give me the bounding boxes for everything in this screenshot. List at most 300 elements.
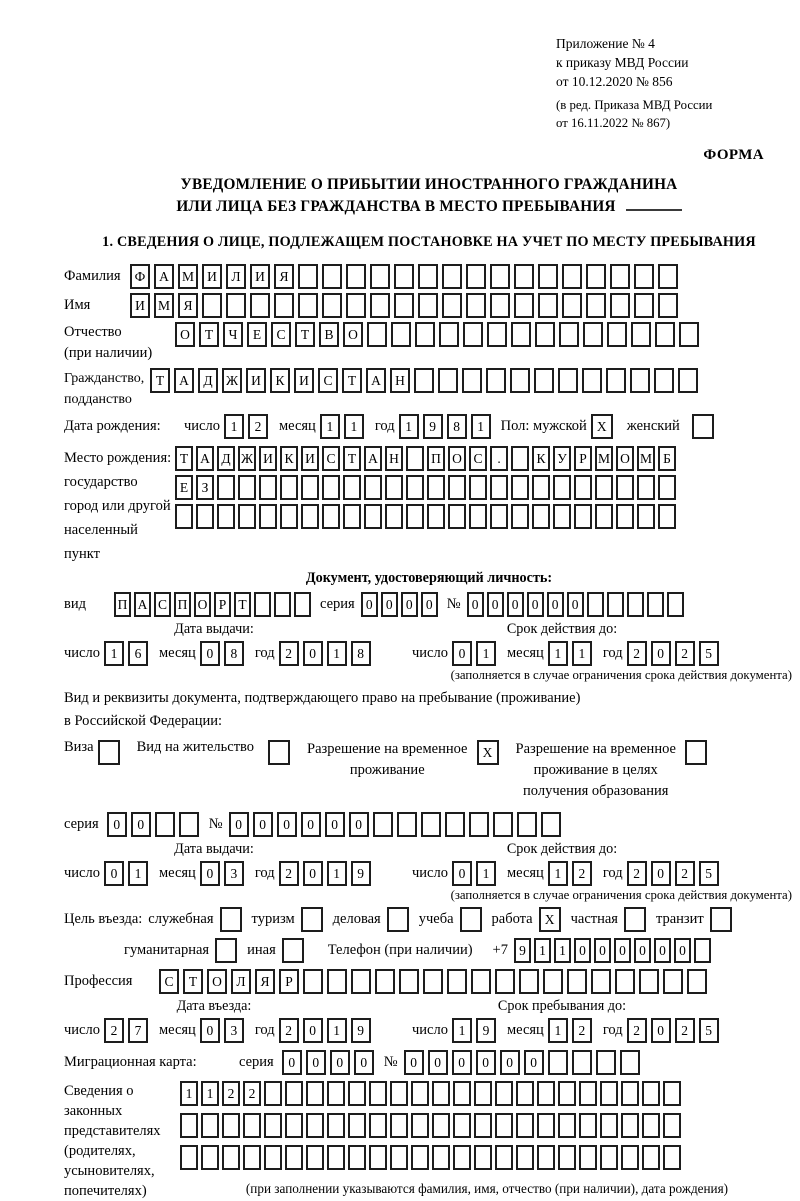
doc-issue-day-box[interactable]: 1	[104, 641, 124, 666]
doc-series-box[interactable]: 0	[361, 592, 378, 617]
doc-number-box[interactable]: 0	[467, 592, 484, 617]
representative-char-box[interactable]	[327, 1081, 345, 1106]
patronymic-char-box[interactable]	[607, 322, 627, 347]
given-name-char-box[interactable]	[538, 293, 558, 318]
birth-place-char-box[interactable]	[280, 475, 298, 500]
migration-number-box[interactable]: 0	[500, 1050, 520, 1075]
doc-number-box[interactable]: 0	[527, 592, 544, 617]
birth-place-char-box[interactable]: М	[595, 446, 613, 471]
given-name-char-box[interactable]	[562, 293, 582, 318]
birth-year-box[interactable]: 9	[423, 414, 443, 439]
patronymic-char-box[interactable]: Т	[199, 322, 219, 347]
birth-place-char-box[interactable]	[532, 475, 550, 500]
permit-issue-year-box[interactable]: 9	[351, 861, 371, 886]
patronymic-char-box[interactable]	[463, 322, 483, 347]
citizenship-char-box[interactable]: Н	[390, 368, 410, 393]
birth-place-char-box[interactable]	[490, 504, 508, 529]
representative-char-box[interactable]	[516, 1081, 534, 1106]
birth-place-char-box[interactable]	[406, 475, 424, 500]
profession-char-box[interactable]	[543, 969, 563, 994]
profession-char-box[interactable]	[591, 969, 611, 994]
purpose-transit-checkbox[interactable]	[710, 907, 732, 932]
birth-place-char-box[interactable]	[406, 446, 424, 471]
representative-char-box[interactable]	[285, 1145, 303, 1170]
given-name-char-box[interactable]	[226, 293, 246, 318]
representative-char-box[interactable]	[474, 1081, 492, 1106]
stay-month-box[interactable]: 2	[572, 1018, 592, 1043]
patronymic-char-box[interactable]	[583, 322, 603, 347]
birth-place-char-box[interactable]	[490, 475, 508, 500]
representative-char-box[interactable]	[432, 1081, 450, 1106]
surname-char-box[interactable]	[634, 264, 654, 289]
representative-char-box[interactable]	[264, 1081, 282, 1106]
birth-year-box[interactable]: 1	[471, 414, 491, 439]
migration-number-box[interactable]: 0	[476, 1050, 496, 1075]
birth-place-char-box[interactable]: З	[196, 475, 214, 500]
doc-valid-year-box[interactable]: 2	[675, 641, 695, 666]
representative-char-box[interactable]	[348, 1081, 366, 1106]
stay-day-box[interactable]: 1	[452, 1018, 472, 1043]
given-name-char-box[interactable]	[658, 293, 678, 318]
representative-char-box[interactable]	[390, 1113, 408, 1138]
birth-place-char-box[interactable]	[637, 475, 655, 500]
doc-kind-char-box[interactable]	[274, 592, 291, 617]
purpose-study-checkbox[interactable]	[460, 907, 482, 932]
representative-char-box[interactable]	[495, 1113, 513, 1138]
birth-place-char-box[interactable]: С	[322, 446, 340, 471]
phone-digit-box[interactable]: 9	[514, 938, 531, 963]
representative-char-box[interactable]	[537, 1145, 555, 1170]
doc-valid-year-box[interactable]: 0	[651, 641, 671, 666]
doc-valid-day-box[interactable]: 0	[452, 641, 472, 666]
patronymic-char-box[interactable]: О	[343, 322, 363, 347]
citizenship-char-box[interactable]	[414, 368, 434, 393]
doc-kind-char-box[interactable]	[294, 592, 311, 617]
temp-residence-checkbox[interactable]: X	[477, 740, 499, 765]
birth-place-char-box[interactable]	[343, 504, 361, 529]
doc-kind-char-box[interactable]: Т	[234, 592, 251, 617]
profession-char-box[interactable]	[519, 969, 539, 994]
migration-series-box[interactable]: 0	[306, 1050, 326, 1075]
migration-series-box[interactable]: 0	[354, 1050, 374, 1075]
representative-char-box[interactable]	[516, 1113, 534, 1138]
citizenship-char-box[interactable]	[510, 368, 530, 393]
entry-year-box[interactable]: 2	[279, 1018, 299, 1043]
doc-series-box[interactable]: 0	[401, 592, 418, 617]
birth-place-char-box[interactable]	[469, 504, 487, 529]
representative-char-box[interactable]	[516, 1145, 534, 1170]
representative-char-box[interactable]	[180, 1113, 198, 1138]
birth-place-char-box[interactable]: О	[448, 446, 466, 471]
given-name-char-box[interactable]	[442, 293, 462, 318]
migration-series-box[interactable]: 0	[330, 1050, 350, 1075]
birth-place-char-box[interactable]	[511, 475, 529, 500]
citizenship-char-box[interactable]: И	[294, 368, 314, 393]
permit-valid-month-box[interactable]: 1	[548, 861, 568, 886]
doc-issue-year-box[interactable]: 0	[303, 641, 323, 666]
permit-issue-day-box[interactable]: 0	[104, 861, 124, 886]
birth-place-char-box[interactable]	[322, 504, 340, 529]
representative-char-box[interactable]	[348, 1113, 366, 1138]
representative-char-box[interactable]: 1	[201, 1081, 219, 1106]
birth-place-char-box[interactable]	[595, 504, 613, 529]
phone-digit-box[interactable]: 0	[634, 938, 651, 963]
representative-char-box[interactable]	[621, 1113, 639, 1138]
given-name-char-box[interactable]	[202, 293, 222, 318]
profession-char-box[interactable]	[471, 969, 491, 994]
citizenship-char-box[interactable]: А	[174, 368, 194, 393]
surname-char-box[interactable]	[658, 264, 678, 289]
representative-char-box[interactable]	[642, 1113, 660, 1138]
citizenship-char-box[interactable]	[486, 368, 506, 393]
doc-number-box[interactable]: 0	[567, 592, 584, 617]
birth-place-char-box[interactable]: И	[259, 446, 277, 471]
sex-female-checkbox[interactable]	[692, 414, 714, 439]
patronymic-char-box[interactable]	[679, 322, 699, 347]
doc-number-box[interactable]	[647, 592, 664, 617]
given-name-char-box[interactable]	[514, 293, 534, 318]
permit-valid-year-box[interactable]: 0	[651, 861, 671, 886]
given-name-char-box[interactable]	[634, 293, 654, 318]
given-name-char-box[interactable]	[298, 293, 318, 318]
representative-char-box[interactable]	[222, 1113, 240, 1138]
entry-day-box[interactable]: 2	[104, 1018, 124, 1043]
profession-char-box[interactable]	[351, 969, 371, 994]
representative-char-box[interactable]	[579, 1145, 597, 1170]
citizenship-char-box[interactable]	[678, 368, 698, 393]
citizenship-char-box[interactable]	[558, 368, 578, 393]
birth-place-char-box[interactable]: Р	[574, 446, 592, 471]
doc-kind-char-box[interactable]: С	[154, 592, 171, 617]
representative-char-box[interactable]	[558, 1081, 576, 1106]
profession-char-box[interactable]	[567, 969, 587, 994]
permit-number-box[interactable]	[541, 812, 561, 837]
representative-char-box[interactable]	[222, 1145, 240, 1170]
birth-place-char-box[interactable]: О	[616, 446, 634, 471]
doc-issue-day-box[interactable]: 6	[128, 641, 148, 666]
representative-char-box[interactable]	[306, 1081, 324, 1106]
birth-place-char-box[interactable]: П	[427, 446, 445, 471]
permit-number-box[interactable]: 0	[325, 812, 345, 837]
doc-valid-year-box[interactable]: 2	[627, 641, 647, 666]
citizenship-char-box[interactable]: С	[318, 368, 338, 393]
migration-number-box[interactable]	[596, 1050, 616, 1075]
representative-char-box[interactable]	[600, 1113, 618, 1138]
birth-month-box[interactable]: 1	[320, 414, 340, 439]
stay-year-box[interactable]: 0	[651, 1018, 671, 1043]
birth-place-char-box[interactable]	[469, 475, 487, 500]
citizenship-char-box[interactable]	[654, 368, 674, 393]
profession-char-box[interactable]: Р	[279, 969, 299, 994]
purpose-work-checkbox[interactable]: X	[539, 907, 561, 932]
profession-char-box[interactable]	[639, 969, 659, 994]
doc-issue-month-box[interactable]: 8	[224, 641, 244, 666]
doc-number-box[interactable]: 0	[487, 592, 504, 617]
migration-series-box[interactable]: 0	[282, 1050, 302, 1075]
profession-char-box[interactable]	[495, 969, 515, 994]
stay-day-box[interactable]: 9	[476, 1018, 496, 1043]
birth-place-char-box[interactable]	[280, 504, 298, 529]
surname-char-box[interactable]: А	[154, 264, 174, 289]
birth-place-char-box[interactable]	[616, 504, 634, 529]
birth-place-char-box[interactable]	[511, 446, 529, 471]
birth-place-char-box[interactable]	[301, 475, 319, 500]
permit-valid-year-box[interactable]: 2	[675, 861, 695, 886]
citizenship-char-box[interactable]	[630, 368, 650, 393]
entry-month-box[interactable]: 3	[224, 1018, 244, 1043]
birth-place-char-box[interactable]	[175, 504, 193, 529]
citizenship-char-box[interactable]: Т	[150, 368, 170, 393]
given-name-char-box[interactable]	[418, 293, 438, 318]
purpose-private-checkbox[interactable]	[624, 907, 646, 932]
birth-place-char-box[interactable]	[364, 504, 382, 529]
birth-place-char-box[interactable]	[553, 475, 571, 500]
birth-place-char-box[interactable]	[238, 504, 256, 529]
representative-char-box[interactable]	[495, 1081, 513, 1106]
representative-char-box[interactable]	[306, 1145, 324, 1170]
birth-place-char-box[interactable]: Т	[175, 446, 193, 471]
residence-permit-checkbox[interactable]	[268, 740, 290, 765]
surname-char-box[interactable]: Л	[226, 264, 246, 289]
doc-kind-char-box[interactable]: О	[194, 592, 211, 617]
birth-place-char-box[interactable]	[217, 475, 235, 500]
birth-place-char-box[interactable]	[385, 475, 403, 500]
citizenship-char-box[interactable]: А	[366, 368, 386, 393]
representative-char-box[interactable]	[327, 1145, 345, 1170]
patronymic-char-box[interactable]	[511, 322, 531, 347]
birth-place-char-box[interactable]	[427, 504, 445, 529]
citizenship-char-box[interactable]	[582, 368, 602, 393]
patronymic-char-box[interactable]: Ч	[223, 322, 243, 347]
profession-char-box[interactable]	[687, 969, 707, 994]
representative-char-box[interactable]	[579, 1113, 597, 1138]
surname-char-box[interactable]: И	[202, 264, 222, 289]
surname-char-box[interactable]	[298, 264, 318, 289]
birth-year-box[interactable]: 8	[447, 414, 467, 439]
representative-char-box[interactable]	[264, 1113, 282, 1138]
sex-male-checkbox[interactable]: X	[591, 414, 613, 439]
birth-place-char-box[interactable]: Н	[385, 446, 403, 471]
birth-place-char-box[interactable]	[616, 475, 634, 500]
citizenship-char-box[interactable]	[462, 368, 482, 393]
birth-place-char-box[interactable]	[385, 504, 403, 529]
representative-char-box[interactable]	[327, 1113, 345, 1138]
representative-char-box[interactable]	[642, 1145, 660, 1170]
representative-char-box[interactable]: 1	[180, 1081, 198, 1106]
purpose-other-checkbox[interactable]	[282, 938, 304, 963]
birth-place-char-box[interactable]: К	[532, 446, 550, 471]
patronymic-char-box[interactable]: Е	[247, 322, 267, 347]
birth-place-char-box[interactable]	[532, 504, 550, 529]
permit-issue-year-box[interactable]: 0	[303, 861, 323, 886]
representative-char-box[interactable]	[411, 1145, 429, 1170]
surname-char-box[interactable]	[610, 264, 630, 289]
representative-char-box[interactable]	[306, 1113, 324, 1138]
migration-number-box[interactable]: 0	[524, 1050, 544, 1075]
entry-month-box[interactable]: 0	[200, 1018, 220, 1043]
surname-char-box[interactable]	[322, 264, 342, 289]
representative-char-box[interactable]	[348, 1145, 366, 1170]
given-name-char-box[interactable]	[322, 293, 342, 318]
given-name-char-box[interactable]	[346, 293, 366, 318]
representative-char-box[interactable]	[453, 1081, 471, 1106]
surname-char-box[interactable]	[442, 264, 462, 289]
given-name-char-box[interactable]: М	[154, 293, 174, 318]
given-name-char-box[interactable]	[466, 293, 486, 318]
birth-place-char-box[interactable]	[301, 504, 319, 529]
permit-valid-month-box[interactable]: 2	[572, 861, 592, 886]
birth-place-char-box[interactable]	[427, 475, 445, 500]
birth-day-box[interactable]: 2	[248, 414, 268, 439]
permit-issue-month-box[interactable]: 3	[224, 861, 244, 886]
doc-valid-year-box[interactable]: 5	[699, 641, 719, 666]
permit-number-box[interactable]: 0	[229, 812, 249, 837]
surname-char-box[interactable]: Ф	[130, 264, 150, 289]
birth-place-char-box[interactable]: Е	[175, 475, 193, 500]
migration-number-box[interactable]: 0	[404, 1050, 424, 1075]
representative-char-box[interactable]	[201, 1145, 219, 1170]
surname-char-box[interactable]	[370, 264, 390, 289]
stay-year-box[interactable]: 2	[627, 1018, 647, 1043]
profession-char-box[interactable]: Я	[255, 969, 275, 994]
birth-place-char-box[interactable]: .	[490, 446, 508, 471]
purpose-humanitarian-checkbox[interactable]	[215, 938, 237, 963]
citizenship-char-box[interactable]	[534, 368, 554, 393]
citizenship-char-box[interactable]	[606, 368, 626, 393]
representative-char-box[interactable]	[474, 1113, 492, 1138]
surname-char-box[interactable]	[514, 264, 534, 289]
permit-number-box[interactable]	[493, 812, 513, 837]
citizenship-char-box[interactable]	[438, 368, 458, 393]
permit-number-box[interactable]	[469, 812, 489, 837]
phone-digit-box[interactable]: 1	[554, 938, 571, 963]
profession-char-box[interactable]	[423, 969, 443, 994]
birth-place-char-box[interactable]: Т	[343, 446, 361, 471]
patronymic-char-box[interactable]	[439, 322, 459, 347]
birth-place-char-box[interactable]	[448, 475, 466, 500]
representative-char-box[interactable]	[537, 1081, 555, 1106]
birth-year-box[interactable]: 1	[399, 414, 419, 439]
citizenship-char-box[interactable]: К	[270, 368, 290, 393]
birth-place-char-box[interactable]	[406, 504, 424, 529]
birth-place-char-box[interactable]: У	[553, 446, 571, 471]
citizenship-char-box[interactable]: Т	[342, 368, 362, 393]
profession-char-box[interactable]	[399, 969, 419, 994]
profession-char-box[interactable]	[303, 969, 323, 994]
representative-char-box[interactable]	[411, 1081, 429, 1106]
permit-number-box[interactable]: 0	[277, 812, 297, 837]
representative-char-box[interactable]	[621, 1145, 639, 1170]
birth-place-char-box[interactable]: А	[364, 446, 382, 471]
permit-issue-month-box[interactable]: 0	[200, 861, 220, 886]
given-name-char-box[interactable]	[586, 293, 606, 318]
permit-number-box[interactable]	[397, 812, 417, 837]
permit-number-box[interactable]: 0	[253, 812, 273, 837]
doc-kind-char-box[interactable]: А	[134, 592, 151, 617]
representative-char-box[interactable]	[453, 1113, 471, 1138]
permit-number-box[interactable]	[373, 812, 393, 837]
representative-char-box[interactable]	[432, 1145, 450, 1170]
doc-number-box[interactable]	[587, 592, 604, 617]
representative-char-box[interactable]	[369, 1113, 387, 1138]
doc-issue-month-box[interactable]: 0	[200, 641, 220, 666]
doc-issue-year-box[interactable]: 2	[279, 641, 299, 666]
doc-kind-char-box[interactable]	[254, 592, 271, 617]
permit-number-box[interactable]: 0	[349, 812, 369, 837]
permit-issue-year-box[interactable]: 2	[279, 861, 299, 886]
given-name-char-box[interactable]	[490, 293, 510, 318]
phone-digit-box[interactable]: 0	[654, 938, 671, 963]
representative-char-box[interactable]	[390, 1081, 408, 1106]
representative-char-box[interactable]	[369, 1145, 387, 1170]
permit-valid-day-box[interactable]: 0	[452, 861, 472, 886]
doc-valid-month-box[interactable]: 1	[548, 641, 568, 666]
doc-number-box[interactable]: 0	[547, 592, 564, 617]
permit-series-box[interactable]: 0	[131, 812, 151, 837]
doc-series-box[interactable]: 0	[381, 592, 398, 617]
citizenship-char-box[interactable]: И	[246, 368, 266, 393]
visa-checkbox[interactable]	[98, 740, 120, 765]
patronymic-char-box[interactable]	[391, 322, 411, 347]
permit-number-box[interactable]	[421, 812, 441, 837]
entry-year-box[interactable]: 1	[327, 1018, 347, 1043]
birth-place-char-box[interactable]	[637, 504, 655, 529]
given-name-char-box[interactable]: И	[130, 293, 150, 318]
birth-place-char-box[interactable]: Б	[658, 446, 676, 471]
representative-char-box[interactable]	[453, 1145, 471, 1170]
patronymic-char-box[interactable]	[367, 322, 387, 347]
birth-place-char-box[interactable]	[343, 475, 361, 500]
profession-char-box[interactable]: О	[207, 969, 227, 994]
doc-series-box[interactable]: 0	[421, 592, 438, 617]
given-name-char-box[interactable]	[370, 293, 390, 318]
surname-char-box[interactable]: И	[250, 264, 270, 289]
permit-number-box[interactable]	[517, 812, 537, 837]
birth-place-char-box[interactable]	[259, 504, 277, 529]
purpose-official-checkbox[interactable]	[220, 907, 242, 932]
representative-char-box[interactable]	[663, 1081, 681, 1106]
representative-char-box[interactable]	[201, 1113, 219, 1138]
representative-char-box[interactable]	[621, 1081, 639, 1106]
representative-char-box[interactable]	[495, 1145, 513, 1170]
surname-char-box[interactable]	[586, 264, 606, 289]
profession-char-box[interactable]: С	[159, 969, 179, 994]
migration-number-box[interactable]: 0	[428, 1050, 448, 1075]
representative-char-box[interactable]	[474, 1145, 492, 1170]
stay-year-box[interactable]: 5	[699, 1018, 719, 1043]
surname-char-box[interactable]: Я	[274, 264, 294, 289]
birth-place-char-box[interactable]: Д	[217, 446, 235, 471]
doc-number-box[interactable]: 0	[507, 592, 524, 617]
patronymic-char-box[interactable]: В	[319, 322, 339, 347]
patronymic-char-box[interactable]	[631, 322, 651, 347]
given-name-char-box[interactable]	[394, 293, 414, 318]
patronymic-char-box[interactable]	[487, 322, 507, 347]
doc-number-box[interactable]	[667, 592, 684, 617]
birth-place-char-box[interactable]	[238, 475, 256, 500]
birth-place-char-box[interactable]	[595, 475, 613, 500]
doc-valid-month-box[interactable]: 1	[572, 641, 592, 666]
given-name-char-box[interactable]	[250, 293, 270, 318]
doc-number-box[interactable]	[607, 592, 624, 617]
phone-digit-box[interactable]: 0	[594, 938, 611, 963]
profession-char-box[interactable]: Т	[183, 969, 203, 994]
surname-char-box[interactable]	[538, 264, 558, 289]
birth-place-char-box[interactable]	[217, 504, 235, 529]
doc-issue-year-box[interactable]: 1	[327, 641, 347, 666]
entry-year-box[interactable]: 0	[303, 1018, 323, 1043]
citizenship-char-box[interactable]: Ж	[222, 368, 242, 393]
